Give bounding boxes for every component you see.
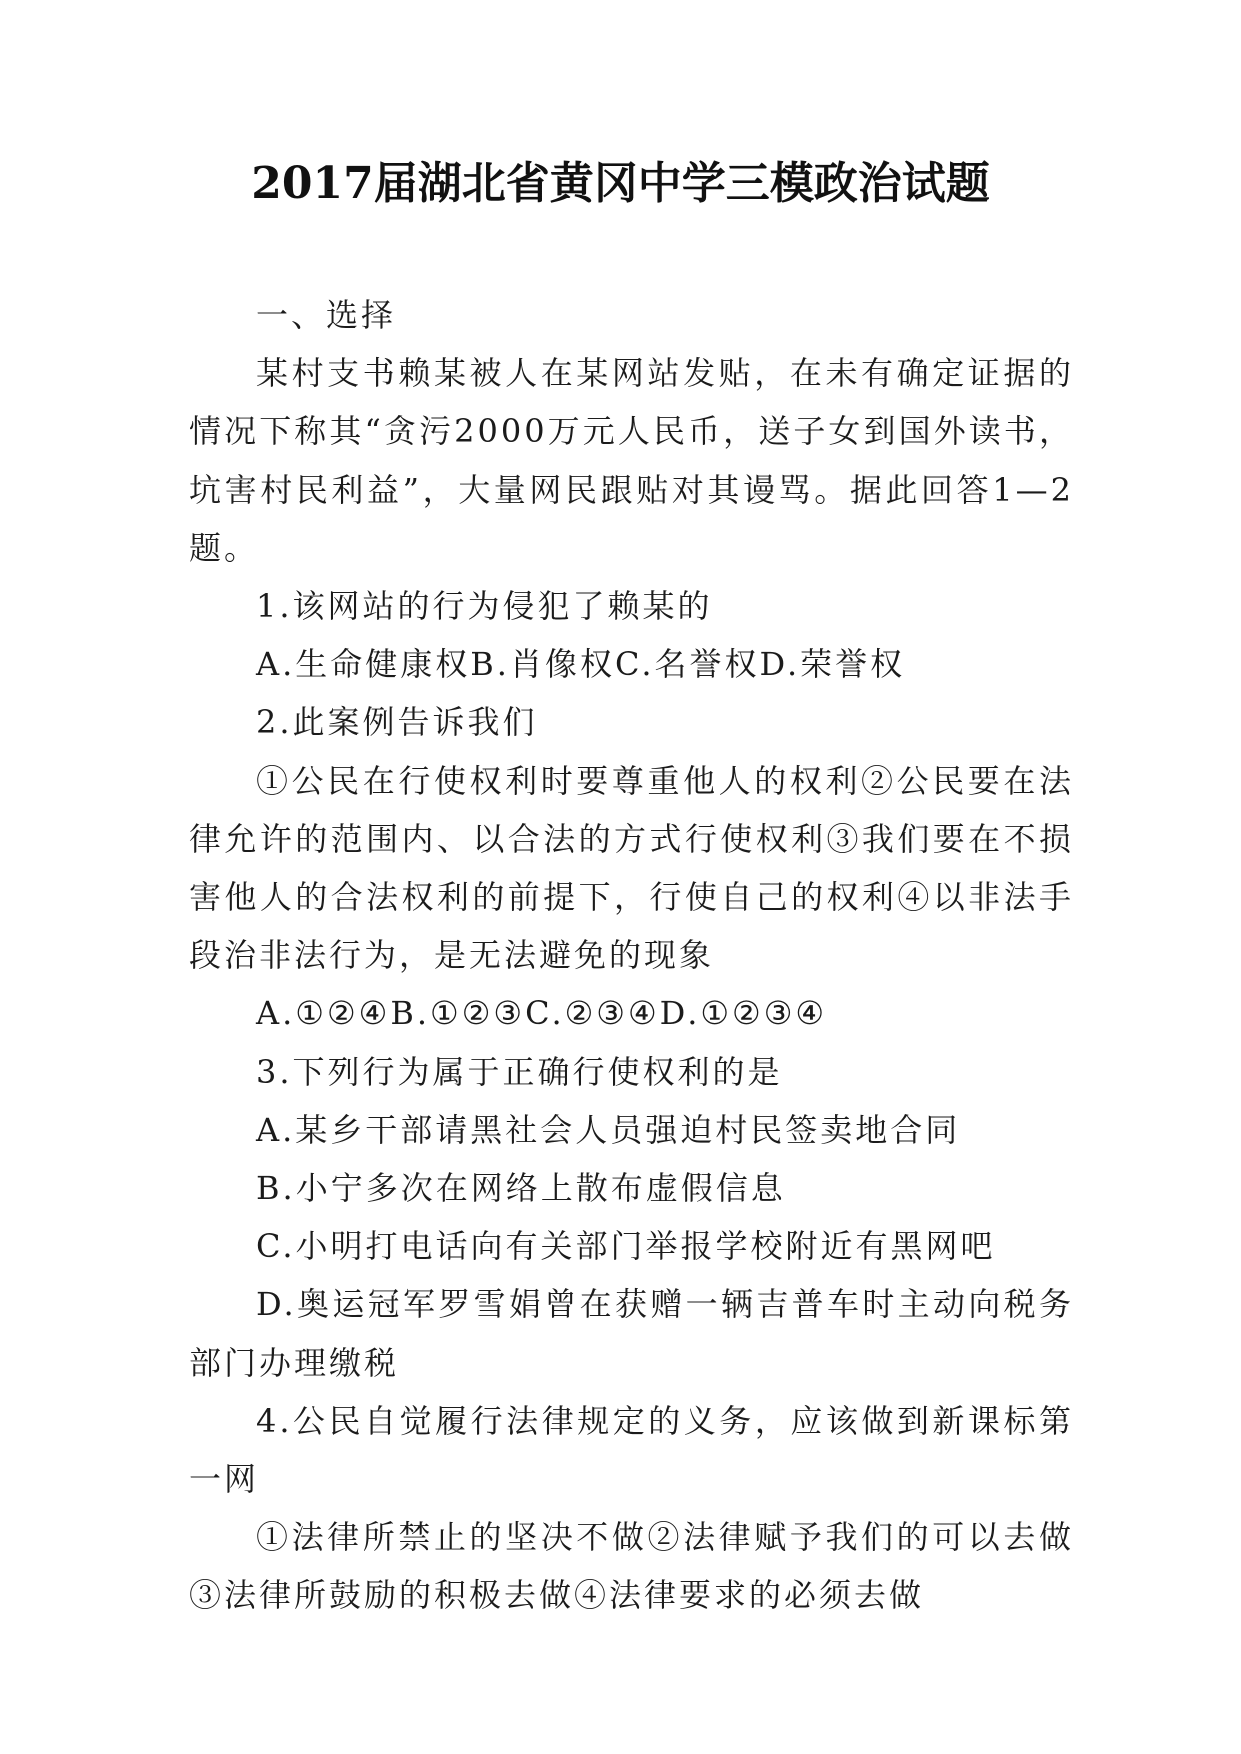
question-3: 3.下列行为属于正确行使权利的是 xyxy=(256,1052,783,1091)
question-4-statements: ①法律所禁止的坚决不做②法律赋予我们的可以去做③法律所鼓励的积极去做④法律要求的必须去做 xyxy=(189,1518,1074,1615)
question-2: 2.此案例告诉我们 xyxy=(256,703,538,742)
question-context: 某村支书赖某被人在某网站发贴，在未有确定证据的情况下称其“贪污2000万元人民币，送子女到国外读书，坑害村民利益”，大量网民跟贴对其谩骂。据此回答1—2题。 xyxy=(189,354,1074,567)
question-3-option-d: D.奥运冠军罗雪娟曾在获赠一辆吉普车时主动向税务部门办理缴税 xyxy=(189,1285,1074,1382)
question-2-statements: ①公民在行使权利时要尊重他人的权利②公民要在法律允许的范围内、以合法的方式行使权利③我们要在不损害他人的合法权利的前提下，行使自己的权利④以非法手段治非法行为，是无法避免的现象 xyxy=(189,761,1074,975)
section-heading: 一、选择 xyxy=(256,296,397,334)
question-2-options: A.①②④B.①②③C.②③④D.①②③④ xyxy=(256,994,828,1033)
question-4: 4.公民自觉履行法律规定的义务，应该做到新课标第一网 xyxy=(189,1401,1074,1499)
page-title: 2017届湖北省黄冈中学三模政治试题 xyxy=(251,158,990,209)
question-1-options: A.生命健康权B.肖像权C.名誉权D.荣誉权 xyxy=(256,645,906,684)
question-1: 1.该网站的行为侵犯了赖某的 xyxy=(256,587,713,626)
document-body xyxy=(189,286,1074,1625)
question-3-option-b: B.小宁多次在网络上散布虚假信息 xyxy=(256,1169,786,1208)
question-3-option-a: A.某乡干部请黑社会人员强迫村民签卖地合同 xyxy=(256,1110,961,1149)
question-3-option-c: C.小明打电话向有关部门举报学校附近有黑网吧 xyxy=(256,1227,996,1266)
